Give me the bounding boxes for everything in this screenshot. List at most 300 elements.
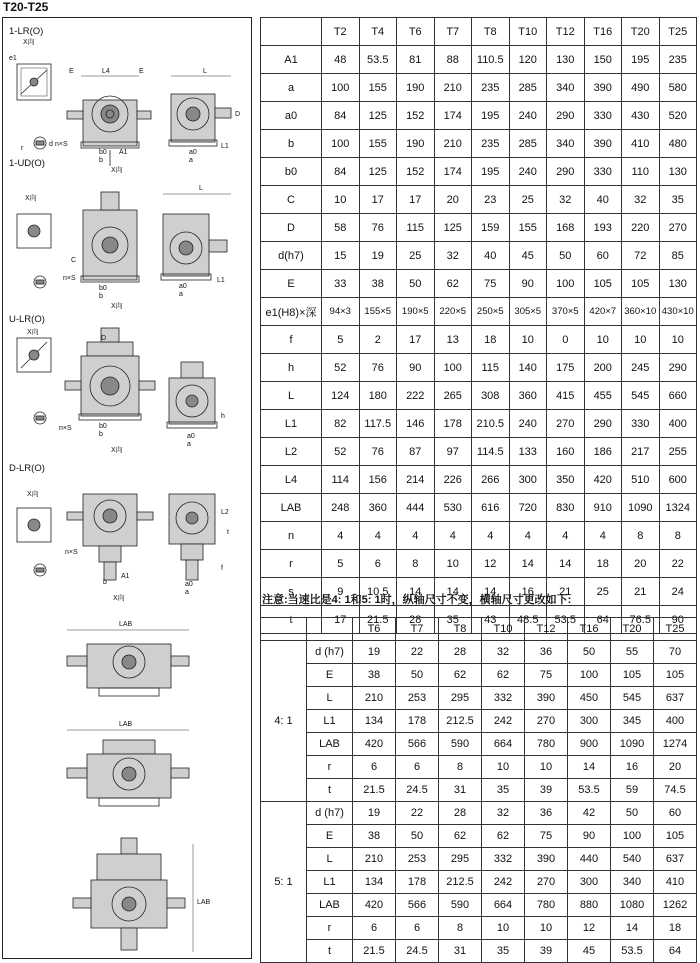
table-cell: 159 (472, 214, 510, 242)
table-cell: 180 (359, 382, 397, 410)
table-cell: 110 (622, 158, 660, 186)
table-cell: 174 (434, 102, 472, 130)
svg-text:X向: X向 (113, 595, 125, 602)
table-cell: 210 (353, 687, 396, 710)
table-cell: 580 (659, 74, 697, 102)
dd-text: D (235, 111, 241, 118)
table-cell: 250×5 (472, 298, 510, 326)
table-cell: 85 (659, 242, 697, 270)
table-cell: 97 (434, 438, 472, 466)
column-header: T10 (509, 18, 547, 46)
l4-text: L4 (102, 68, 110, 75)
table-cell: 21 (547, 578, 585, 606)
table-cell: 212.5 (439, 871, 482, 894)
table-cell: 255 (659, 438, 697, 466)
table-cell: 174 (434, 158, 472, 186)
svg-text:D: D (101, 335, 107, 342)
row-label: LAB (307, 733, 353, 756)
row-label: A1 (261, 46, 322, 74)
row-label: t (307, 779, 353, 802)
svg-text:L1: L1 (217, 277, 225, 284)
table-cell: 210 (434, 74, 472, 102)
table-cell: 4 (547, 522, 585, 550)
table-cell: 100 (322, 74, 360, 102)
table-cell: 8 (659, 522, 697, 550)
svg-text:n×S: n×S (63, 275, 76, 282)
table-row (261, 130, 697, 158)
table-cell: 84 (322, 102, 360, 130)
table-cell: 195 (472, 158, 510, 186)
table-cell: 25 (584, 578, 622, 606)
table-cell: 212.5 (439, 710, 482, 733)
ratio-note: 注意:当速比是4: 1和5: 1时，纵轴尺寸不变，横轴尺寸更改如下: (262, 594, 572, 606)
table-cell: 270 (659, 214, 697, 242)
table-cell: 8 (439, 917, 482, 940)
x-dir-text: X向 (23, 39, 35, 46)
row-label: L1 (307, 871, 353, 894)
table-cell: 664 (482, 894, 525, 917)
table-cell: 4 (359, 522, 397, 550)
table-cell: 910 (584, 494, 622, 522)
table-cell: 53.5 (611, 940, 654, 963)
table-cell: 35 (659, 186, 697, 214)
table-row (261, 756, 697, 779)
table-cell: 10.5 (359, 578, 397, 606)
table-cell: 75 (472, 270, 510, 298)
svg-text:n×S: n×S (59, 425, 72, 432)
column-header: T4 (359, 18, 397, 46)
table-cell: 100 (322, 130, 360, 158)
svg-text:a: a (185, 589, 189, 596)
h-text: h (221, 413, 225, 420)
table-cell: 308 (472, 382, 510, 410)
table-cell: 40 (472, 242, 510, 270)
table-cell: 240 (509, 410, 547, 438)
a-text: a (189, 157, 193, 164)
table-cell: 130 (659, 270, 697, 298)
table-row (261, 687, 697, 710)
column-header: T25 (659, 18, 697, 46)
row-label: r (307, 917, 353, 940)
table-cell: 50 (396, 664, 439, 687)
table-row (261, 641, 697, 664)
table-cell: 64 (584, 606, 622, 634)
table-cell: 53.5 (359, 46, 397, 74)
svg-text:X向: X向 (27, 491, 39, 498)
table-cell: 240 (509, 102, 547, 130)
table-cell: 4 (397, 522, 435, 550)
table-row (261, 326, 697, 354)
table-cell: 400 (659, 410, 697, 438)
row-label: d (h7) (307, 802, 353, 825)
table-cell: 8 (439, 756, 482, 779)
table-cell: 124 (322, 382, 360, 410)
row-label: b (261, 130, 322, 158)
column-header: T8 (439, 618, 482, 641)
table-cell: 13 (434, 326, 472, 354)
ratio-table-header-row (261, 618, 697, 641)
table-row (261, 802, 697, 825)
table-cell: 186 (584, 438, 622, 466)
table-cell: 155 (359, 74, 397, 102)
table-cell: 235 (472, 74, 510, 102)
table-row (261, 710, 697, 733)
table-cell: 150 (584, 46, 622, 74)
table-cell: 340 (611, 871, 654, 894)
config-label-1-lr: 1-LR(O) (9, 26, 44, 37)
table-cell: 1274 (654, 733, 697, 756)
table-cell: 134 (353, 710, 396, 733)
table-cell: 17 (397, 186, 435, 214)
table-cell: 190 (397, 130, 435, 158)
table-cell: 5 (322, 550, 360, 578)
table-cell: 10 (622, 326, 660, 354)
table-cell: 125 (434, 214, 472, 242)
table-cell: 42 (568, 802, 611, 825)
a1-text: A1 (119, 149, 128, 156)
table-row (261, 382, 697, 410)
config-label-1-ud: 1-UD(O) (9, 158, 45, 169)
table-cell: 35 (482, 779, 525, 802)
svg-text:b0: b0 (99, 423, 107, 430)
table-corner-cell (261, 18, 322, 46)
column-header: T6 (397, 18, 435, 46)
column-header: T12 (525, 618, 568, 641)
table-cell: 105 (584, 270, 622, 298)
table-cell: 195 (472, 102, 510, 130)
column-header: T25 (654, 618, 697, 641)
table-cell: 265 (434, 382, 472, 410)
table-cell: 17 (397, 326, 435, 354)
svg-text:LAB: LAB (119, 721, 133, 728)
row-label: e1(H8)×深 (261, 298, 322, 326)
table-cell: 31 (439, 940, 482, 963)
table-row (261, 779, 697, 802)
table-cell: 6 (396, 756, 439, 779)
table-cell: 14 (434, 578, 472, 606)
table-cell: 270 (525, 710, 568, 733)
table-cell: 350 (547, 466, 585, 494)
row-label: a0 (261, 102, 322, 130)
table-cell: 35 (434, 606, 472, 634)
table-row (261, 940, 697, 963)
table-row (261, 410, 697, 438)
l1-text: L1 (221, 143, 229, 150)
ratio-corner-cell (307, 618, 353, 641)
table-cell: 70 (654, 641, 697, 664)
table-cell: 4 (434, 522, 472, 550)
table-cell: 82 (322, 410, 360, 438)
ratio-dimension-table (260, 617, 697, 963)
table-cell: 134 (353, 871, 396, 894)
table-cell: 178 (396, 871, 439, 894)
svg-text:b0: b0 (99, 285, 107, 292)
table-cell: 60 (584, 242, 622, 270)
table-cell: 420 (353, 894, 396, 917)
table-cell: 50 (396, 825, 439, 848)
e-text: E (69, 68, 74, 75)
table-cell: 114.5 (472, 438, 510, 466)
row-label: h (261, 354, 322, 382)
drawing-u-lr (3, 326, 251, 466)
table-cell: 295 (439, 848, 482, 871)
table-cell: 360×10 (622, 298, 660, 326)
svg-text:X向: X向 (111, 303, 123, 310)
table-cell: 178 (396, 710, 439, 733)
table-cell: 24.5 (396, 779, 439, 802)
table-row (261, 74, 697, 102)
row-label: d(h7) (261, 242, 322, 270)
table-cell: 21.5 (359, 606, 397, 634)
table-cell: 10 (482, 917, 525, 940)
table-cell: 1090 (622, 494, 660, 522)
svg-text:X向: X向 (111, 167, 123, 173)
table-cell: 330 (584, 158, 622, 186)
drawing-lab-views (3, 616, 251, 960)
b0-text: b0 (99, 149, 107, 156)
table-cell: 14 (397, 578, 435, 606)
table-row (261, 158, 697, 186)
column-header: T20 (611, 618, 654, 641)
table-row (261, 550, 697, 578)
table-cell: 290 (547, 102, 585, 130)
table-cell: 48.5 (509, 606, 547, 634)
table-cell: 152 (397, 158, 435, 186)
table-cell: 270 (525, 871, 568, 894)
table-cell: 25 (397, 242, 435, 270)
row-label: C (261, 186, 322, 214)
table-cell: 120 (509, 46, 547, 74)
table-cell: 38 (359, 270, 397, 298)
table-cell: 14 (547, 550, 585, 578)
table-cell: 390 (525, 848, 568, 871)
table-cell: 410 (654, 871, 697, 894)
table-cell: 444 (397, 494, 435, 522)
table-cell: 253 (396, 848, 439, 871)
column-header: T8 (472, 18, 510, 46)
table-cell: 62 (434, 270, 472, 298)
row-label: f (261, 326, 322, 354)
table-cell: 510 (622, 466, 660, 494)
table-cell: 100 (611, 825, 654, 848)
table-cell: 4 (509, 522, 547, 550)
table-cell: 566 (396, 733, 439, 756)
table-cell: 6 (396, 917, 439, 940)
ratio-group-label: 4: 1 (261, 641, 307, 802)
table-cell: 400 (654, 710, 697, 733)
table-cell: 530 (434, 494, 472, 522)
table-cell: 6 (353, 917, 396, 940)
row-label: LAB (261, 494, 322, 522)
drawings-panel (2, 17, 252, 959)
table-cell: 545 (622, 382, 660, 410)
table-cell: 664 (482, 733, 525, 756)
svg-text:L: L (199, 185, 203, 192)
table-cell: 140 (509, 354, 547, 382)
column-header: T12 (547, 18, 585, 46)
table-cell: 193 (584, 214, 622, 242)
table-cell: 19 (353, 641, 396, 664)
table-row (261, 466, 697, 494)
table-cell: 53.5 (568, 779, 611, 802)
table-cell: 40 (584, 186, 622, 214)
table-cell: 84 (322, 158, 360, 186)
svg-text:a: a (179, 291, 183, 298)
config-label-d-lr: D-LR(O) (9, 463, 45, 474)
table-cell: 168 (547, 214, 585, 242)
table-cell: 155 (509, 214, 547, 242)
table-cell: 24 (659, 578, 697, 606)
table-cell: 100 (547, 270, 585, 298)
table-cell: 20 (622, 550, 660, 578)
l-text: L (203, 68, 207, 75)
table-cell: 19 (353, 802, 396, 825)
table-cell: 100 (434, 354, 472, 382)
row-label: L1 (261, 410, 322, 438)
row-label: D (261, 214, 322, 242)
table-cell: 195 (622, 46, 660, 74)
table-cell: 32 (622, 186, 660, 214)
row-label: E (307, 664, 353, 687)
table-cell: 242 (482, 710, 525, 733)
nxs-text: n×S (55, 141, 68, 148)
table-cell: 540 (611, 848, 654, 871)
table-cell: 600 (659, 466, 697, 494)
row-label: L (307, 848, 353, 871)
table-cell: 8 (622, 522, 660, 550)
table-cell: 240 (509, 158, 547, 186)
lab-text-vertical: LAB (197, 899, 211, 906)
c-text: C (71, 257, 77, 264)
row-label: L2 (261, 438, 322, 466)
table-cell: 10 (659, 326, 697, 354)
table-row (261, 664, 697, 687)
table-row (261, 917, 697, 940)
svg-text:A1: A1 (121, 573, 130, 580)
table-cell: 222 (397, 382, 435, 410)
table-cell: 390 (584, 74, 622, 102)
svg-text:a0: a0 (179, 283, 187, 290)
table-cell: 210.5 (472, 410, 510, 438)
table-cell: 75 (525, 664, 568, 687)
column-header: T16 (568, 618, 611, 641)
ratio-corner-cell (261, 618, 307, 641)
table-cell: 410 (622, 130, 660, 158)
table-row (261, 825, 697, 848)
table-cell: 178 (434, 410, 472, 438)
table-cell: 18 (472, 326, 510, 354)
table-cell: 300 (509, 466, 547, 494)
table-cell: 90 (397, 354, 435, 382)
table-cell: 160 (547, 438, 585, 466)
table-cell: 214 (397, 466, 435, 494)
svg-text:n×S: n×S (65, 549, 78, 556)
table-cell: 248 (322, 494, 360, 522)
row-label: t (261, 606, 322, 634)
column-header: T7 (434, 18, 472, 46)
table-cell: 360 (509, 382, 547, 410)
table-cell: 114 (322, 466, 360, 494)
table-cell: 660 (659, 382, 697, 410)
table-cell: 21.5 (353, 940, 396, 963)
table-cell: 1090 (611, 733, 654, 756)
table-row (261, 494, 697, 522)
svg-text:b: b (103, 579, 107, 586)
table-cell: 290 (584, 410, 622, 438)
table-cell: 390 (584, 130, 622, 158)
table-cell: 155×5 (359, 298, 397, 326)
table-cell: 5 (322, 326, 360, 354)
table-cell: 62 (439, 825, 482, 848)
row-label: E (307, 825, 353, 848)
table-cell: 14 (472, 578, 510, 606)
svg-text:b: b (99, 431, 103, 438)
table-cell: 266 (472, 466, 510, 494)
svg-text:X向: X向 (111, 447, 123, 454)
row-label: s (261, 578, 322, 606)
table-cell: 76 (359, 438, 397, 466)
table-cell: 14 (611, 917, 654, 940)
table-cell: 6 (353, 756, 396, 779)
table-cell: 75 (525, 825, 568, 848)
table-row (261, 242, 697, 270)
table-cell: 520 (659, 102, 697, 130)
table-cell: 76 (359, 354, 397, 382)
table-row (261, 733, 697, 756)
table-cell: 1262 (654, 894, 697, 917)
table-cell: 146 (397, 410, 435, 438)
table-row (261, 848, 697, 871)
table-cell: 0 (547, 326, 585, 354)
table-cell: 32 (482, 641, 525, 664)
table-cell: 10 (434, 550, 472, 578)
e1-text: e1 (9, 55, 17, 62)
table-cell: 55 (611, 641, 654, 664)
table-cell: 190×5 (397, 298, 435, 326)
table-cell: 94×3 (322, 298, 360, 326)
table-cell: 117.5 (359, 410, 397, 438)
table-cell: 780 (525, 894, 568, 917)
row-label: E (261, 270, 322, 298)
svg-text:a: a (187, 441, 191, 448)
t-text: t (227, 529, 229, 536)
table-cell: 217 (622, 438, 660, 466)
table-cell: 87 (397, 438, 435, 466)
svg-text:E: E (139, 68, 144, 75)
row-label: L (307, 687, 353, 710)
table-cell: 10 (482, 756, 525, 779)
table-cell: 637 (654, 848, 697, 871)
table-cell: 300 (568, 871, 611, 894)
table-cell: 590 (439, 733, 482, 756)
table-cell: 32 (547, 186, 585, 214)
table-cell: 300 (568, 710, 611, 733)
table-cell: 28 (439, 641, 482, 664)
r-text: r (21, 145, 24, 152)
table-cell: 28 (397, 606, 435, 634)
table-cell: 53.5 (547, 606, 585, 634)
drawing-1-lr (3, 38, 251, 173)
row-label: n (261, 522, 322, 550)
table-cell: 10 (525, 917, 568, 940)
table-cell: 90 (509, 270, 547, 298)
table-cell: 220 (622, 214, 660, 242)
svg-text:b: b (99, 293, 103, 300)
table-cell: 45 (568, 940, 611, 963)
table-cell: 10 (322, 186, 360, 214)
table-cell: 226 (434, 466, 472, 494)
drawing-d-lr (3, 474, 251, 604)
